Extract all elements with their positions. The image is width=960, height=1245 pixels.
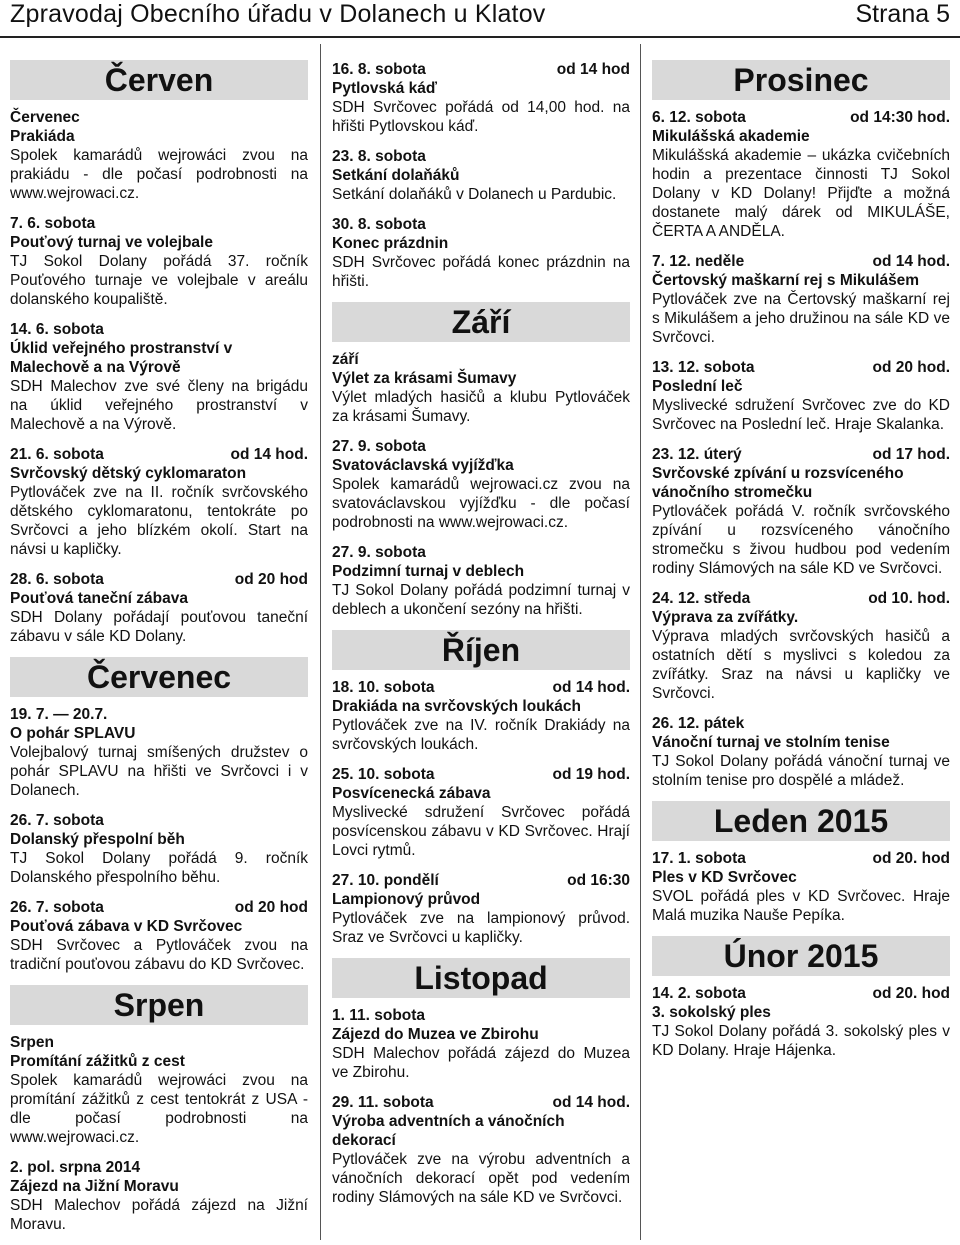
event-description: Setkání dolaňáků v Dolanech u Pardubic. bbox=[332, 186, 617, 203]
event-title: Výprava za zvířátky. bbox=[652, 609, 799, 626]
event-description: TJ Sokol Dolany pořádá podzimní turnaj v deblech a ukončení sezóny na hřišti. bbox=[332, 582, 630, 618]
event-date-row bbox=[10, 1158, 308, 1177]
event-date-row bbox=[652, 445, 950, 464]
event-entry bbox=[10, 445, 308, 559]
event-entry bbox=[332, 543, 630, 619]
month-heading: Srpen bbox=[10, 985, 308, 1025]
month-heading: Listopad bbox=[332, 958, 630, 998]
event-date-row bbox=[332, 871, 630, 890]
event-description: Volejbalový turnaj smíšených družstev o pohár SPLAVU na hřišti ve Svrčovci i v Dolanech. bbox=[10, 744, 308, 799]
event-title: Zájezd na Jižní Moravu bbox=[10, 1178, 179, 1195]
event-date: 6. 12. sobota bbox=[652, 109, 746, 126]
event-time: od 14 hod. bbox=[552, 1094, 630, 1111]
event-date: 18. 10. sobota bbox=[332, 679, 435, 696]
event-date: 30. 8. sobota bbox=[332, 216, 426, 233]
event-time: od 20. hod bbox=[872, 850, 950, 867]
event-date: 23. 8. sobota bbox=[332, 148, 426, 165]
event-description: Spolek kamarádů wejrowáci zvou na prakiádu - dle počasí podrobnosti na www.wejrowaci.cz. bbox=[10, 147, 308, 202]
event-title: Pouťový turnaj ve volejbale bbox=[10, 234, 213, 251]
event-description: Pytlováček zve na lampionový průvod. Sraz ve Svrčovci u kapličky. bbox=[332, 910, 630, 946]
column-divider bbox=[320, 44, 321, 1240]
event-entry bbox=[332, 678, 630, 754]
event-date-row bbox=[10, 214, 308, 233]
event-date: 24. 12. středa bbox=[652, 590, 751, 607]
event-date: 2. pol. srpna 2014 bbox=[10, 1159, 141, 1176]
event-description: SDH Dolany pořádají pouťovou taneční zábavu v sále KD Dolany. bbox=[10, 609, 308, 645]
event-time: od 10. hod. bbox=[868, 590, 950, 607]
event-entry bbox=[332, 1006, 630, 1082]
event-description: Myslivecké sdružení Svrčovec pořádá posvícenskou zábavu v KD Svrčovec. Hrají Lovci rytmů. bbox=[332, 804, 630, 859]
event-date-row bbox=[332, 350, 630, 369]
event-date: září bbox=[332, 351, 359, 368]
event-date: 1. 11. sobota bbox=[332, 1007, 426, 1024]
event-date-row bbox=[332, 147, 630, 166]
event-title: 3. sokolský ples bbox=[652, 1004, 771, 1021]
event-title: Svrčovské zpívání u rozsvíceného vánočního stromečku bbox=[652, 465, 904, 501]
event-date: 21. 6. sobota bbox=[10, 446, 104, 463]
column-divider bbox=[640, 44, 641, 1240]
column-1 bbox=[10, 60, 308, 1245]
event-description: SDH Malechov pořádá zájezd na Jižní Moravu. bbox=[10, 1197, 308, 1233]
event-title: Čertovský maškarní rej s Mikulášem bbox=[652, 272, 920, 289]
event-date-row bbox=[332, 215, 630, 234]
page-number: Strana 5 bbox=[855, 0, 950, 28]
event-date: 26. 7. sobota bbox=[10, 812, 104, 829]
month-heading: Leden 2015 bbox=[652, 801, 950, 841]
event-entry bbox=[332, 350, 630, 426]
event-time: od 14 hod. bbox=[552, 679, 630, 696]
event-entry bbox=[652, 358, 950, 434]
event-description: Mikulášská akademie – ukázka cvičebních hodin a prezentace činnosti TJ Sokol Dolany v KD Dolany! Přijďte a možná dostanete malý dárek od MIKULÁŠE, ČERTA A ANDĚLA. bbox=[652, 147, 950, 240]
event-date-row bbox=[652, 252, 950, 271]
event-description: SVOL pořádá ples v KD Svrčovec. Hraje Malá muzika Nauše Pepíka. bbox=[652, 888, 950, 924]
event-date: 13. 12. sobota bbox=[652, 359, 755, 376]
event-title: Mikulášská akademie bbox=[652, 128, 810, 145]
event-title: Drakiáda na svrčovských loukách bbox=[332, 698, 581, 715]
event-description: TJ Sokol Dolany pořádá 9. ročník Dolanského přespolního běhu. bbox=[10, 850, 308, 886]
event-entry bbox=[652, 984, 950, 1060]
event-date: 7. 12. neděle bbox=[652, 253, 745, 270]
event-entry bbox=[332, 147, 630, 204]
event-title: Pouťová zábava v KD Svrčovec bbox=[10, 918, 243, 935]
event-date: Červenec bbox=[10, 109, 80, 126]
event-title: Poslední leč bbox=[652, 378, 743, 395]
event-description: Spolek kamarádů wejrowaci.cz zvou na svatováclavskou vyjížďku - dle počasí podrobnosti na www.wejrowaci.cz. bbox=[332, 476, 630, 531]
event-date-row bbox=[652, 984, 950, 1003]
event-date-row bbox=[652, 358, 950, 377]
event-entry bbox=[652, 445, 950, 578]
month-heading: Červen bbox=[10, 60, 308, 100]
event-title: Dolanský přespolní běh bbox=[10, 831, 185, 848]
event-description: SDH Malechov pořádá zájezd do Muzea ve Zbirohu. bbox=[332, 1045, 630, 1081]
event-time: od 19 hod. bbox=[552, 766, 630, 783]
event-title: Pytlovská káď bbox=[332, 80, 438, 97]
event-date-row bbox=[332, 60, 630, 79]
event-entry bbox=[10, 320, 308, 434]
month-heading: Únor 2015 bbox=[652, 936, 950, 976]
event-date-row bbox=[332, 765, 630, 784]
event-title: Úklid veřejného prostranství v Malechově a na Výrově bbox=[10, 340, 233, 376]
event-description: Spolek kamarádů wejrowáci zvou na promítání zážitků z cest tentokrát z USA - dle počasí podrobnosti na www.wejrowaci.cz. bbox=[10, 1072, 308, 1146]
event-entry bbox=[332, 215, 630, 291]
event-title: Ples v KD Svrčovec bbox=[652, 869, 797, 886]
event-date-row bbox=[10, 108, 308, 127]
event-entry bbox=[332, 765, 630, 860]
event-date-row bbox=[10, 320, 308, 339]
event-title: Vánoční turnaj ve stolním tenise bbox=[652, 734, 890, 751]
event-title: Zájezd do Muzea ve Zbirohu bbox=[332, 1026, 539, 1043]
event-date: 26. 12. pátek bbox=[652, 715, 745, 732]
event-date-row bbox=[332, 678, 630, 697]
event-date-row bbox=[10, 811, 308, 830]
event-date: 23. 12. úterý bbox=[652, 446, 742, 463]
event-time: od 20 hod. bbox=[872, 359, 950, 376]
event-date: 27. 9. sobota bbox=[332, 544, 426, 561]
event-description: TJ Sokol Dolany pořádá vánoční turnaj ve stolním tenise pro dospělé a mládež. bbox=[652, 753, 950, 789]
event-time: od 14:30 hod. bbox=[850, 109, 950, 126]
event-entry bbox=[10, 1033, 308, 1147]
event-title: Konec prázdnin bbox=[332, 235, 449, 252]
event-date: 17. 1. sobota bbox=[652, 850, 746, 867]
event-title: Promítání zážitků z cest bbox=[10, 1053, 185, 1070]
event-title: Svatováclavská vyjížďka bbox=[332, 457, 514, 474]
event-date-row bbox=[10, 898, 308, 917]
page-header bbox=[0, 0, 960, 38]
event-description: Pytlováček zve na Čertovský maškarní rej s Mikulášem a jeho družinou na sále KD ve Svrčovci. bbox=[652, 291, 950, 346]
event-entry bbox=[10, 1158, 308, 1234]
event-entry bbox=[10, 705, 308, 800]
event-date-row bbox=[652, 714, 950, 733]
month-heading: Říjen bbox=[332, 630, 630, 670]
event-date-row bbox=[332, 543, 630, 562]
month-heading: Červenec bbox=[10, 657, 308, 697]
event-entry bbox=[10, 570, 308, 646]
event-date-row bbox=[10, 1033, 308, 1052]
event-description: SDH Svrčovec a Pytlováček zvou na tradiční pouťovou zábavu do KD Svrčovec. bbox=[10, 937, 308, 973]
event-entry bbox=[10, 214, 308, 309]
event-date-row bbox=[332, 1006, 630, 1025]
column-3 bbox=[652, 60, 950, 1071]
event-title: Podzimní turnaj v deblech bbox=[332, 563, 525, 580]
event-entry bbox=[10, 811, 308, 887]
event-entry bbox=[332, 437, 630, 532]
event-time: od 14 hod. bbox=[872, 253, 950, 270]
event-description: Výprava mladých svrčovských hasičů a ostatních dětí s myslivci s koledou za zvířátky. Sraz na návsi u kapličky ve Svrčovci. bbox=[652, 628, 950, 702]
event-entry bbox=[10, 108, 308, 203]
event-title: Svrčovský dětský cyklomaraton bbox=[10, 465, 247, 482]
event-time: od 17 hod. bbox=[872, 446, 950, 463]
event-date-row bbox=[10, 570, 308, 589]
event-time: od 20. hod bbox=[872, 985, 950, 1002]
event-entry bbox=[10, 898, 308, 974]
event-title: Lampionový průvod bbox=[332, 891, 481, 908]
event-entry bbox=[332, 60, 630, 136]
event-time: od 14 hod. bbox=[230, 446, 308, 463]
event-title: Pouťová taneční zábava bbox=[10, 590, 188, 607]
event-title: O pohár SPLAVU bbox=[10, 725, 136, 742]
event-date-row bbox=[652, 849, 950, 868]
event-description: SDH Svrčovec pořádá konec prázdnin na hřišti. bbox=[332, 254, 630, 290]
event-description: Pytlováček zve na výrobu adventních a vánočních dekorací opět pod vedením rodiny Slámových na sále KD ve Svrčovci. bbox=[332, 1151, 630, 1206]
event-date-row bbox=[10, 445, 308, 464]
event-date: 27. 9. sobota bbox=[332, 438, 426, 455]
event-date-row bbox=[332, 437, 630, 456]
event-title: Setkání dolaňáků bbox=[332, 167, 460, 184]
event-date: 14. 2. sobota bbox=[652, 985, 746, 1002]
event-entry bbox=[652, 108, 950, 241]
event-entry bbox=[652, 714, 950, 790]
event-entry bbox=[652, 252, 950, 347]
event-date: 25. 10. sobota bbox=[332, 766, 435, 783]
event-description: Pytlováček zve na IV. ročník Drakiády na svrčovských loukách. bbox=[332, 717, 630, 753]
event-time: od 14 hod bbox=[556, 61, 630, 78]
event-description: SDH Malechov zve své členy na brigádu na úklid veřejného prostranství v Malechově a na Výrově. bbox=[10, 378, 308, 433]
event-description: TJ Sokol Dolany pořádá 3. sokolský ples v KD Dolany. Hraje Hájenka. bbox=[652, 1023, 950, 1059]
event-date-row bbox=[652, 589, 950, 608]
event-time: od 20 hod bbox=[234, 899, 308, 916]
event-description: TJ Sokol Dolany pořádá 37. ročník Pouťového turnaje ve volejbale v areálu dolanského koupaliště. bbox=[10, 253, 308, 308]
event-date: 19. 7. — 20.7. bbox=[10, 706, 108, 723]
event-title: Prakiáda bbox=[10, 128, 75, 145]
month-heading: Prosinec bbox=[652, 60, 950, 100]
column-2 bbox=[332, 60, 630, 1218]
event-entry bbox=[652, 849, 950, 925]
event-time: od 20 hod bbox=[234, 571, 308, 588]
event-description: Pytlováček zve na II. ročník svrčovského dětského cyklomaratonu, tentokráte po Svrčovci a jeho blízkém okolí. Start na návsi u kapličky. bbox=[10, 484, 308, 558]
newsletter-title: Zpravodaj Obecního úřadu v Dolanech u Klatov bbox=[10, 0, 546, 28]
event-date: 7. 6. sobota bbox=[10, 215, 96, 232]
event-title: Výroba adventních a vánočních dekorací bbox=[332, 1113, 565, 1149]
event-date: 27. 10. pondělí bbox=[332, 872, 439, 889]
event-entry bbox=[332, 871, 630, 947]
event-description: SDH Svrčovec pořádá od 14,00 hod. na hřišti Pytlovskou káď. bbox=[332, 99, 630, 135]
event-date: 29. 11. sobota bbox=[332, 1094, 434, 1111]
event-date: 26. 7. sobota bbox=[10, 899, 104, 916]
event-date: 16. 8. sobota bbox=[332, 61, 426, 78]
event-title: Výlet za krásami Šumavy bbox=[332, 370, 517, 387]
event-description: Myslivecké sdružení Svrčovec zve do KD Svrčovec na Poslední leč. Hraje Skalanka. bbox=[652, 397, 950, 433]
event-time: od 16:30 bbox=[567, 872, 630, 889]
event-date: Srpen bbox=[10, 1034, 54, 1051]
event-date-row bbox=[10, 705, 308, 724]
event-date-row bbox=[652, 108, 950, 127]
event-date: 28. 6. sobota bbox=[10, 571, 104, 588]
event-date: 14. 6. sobota bbox=[10, 321, 104, 338]
month-heading: Září bbox=[332, 302, 630, 342]
event-entry bbox=[332, 1093, 630, 1207]
event-date-row bbox=[332, 1093, 630, 1112]
event-description: Pytlováček pořádá V. ročník svrčovského zpívání u rozsvíceného vánočního stromečku s živou hudbou pod vedením rodiny Slámových na sále KD ve Svrčovci. bbox=[652, 503, 950, 577]
event-description: Výlet mladých hasičů a klubu Pytlováček za krásami Šumavy. bbox=[332, 389, 630, 425]
event-entry bbox=[652, 589, 950, 703]
event-title: Posvícenecká zábava bbox=[332, 785, 491, 802]
